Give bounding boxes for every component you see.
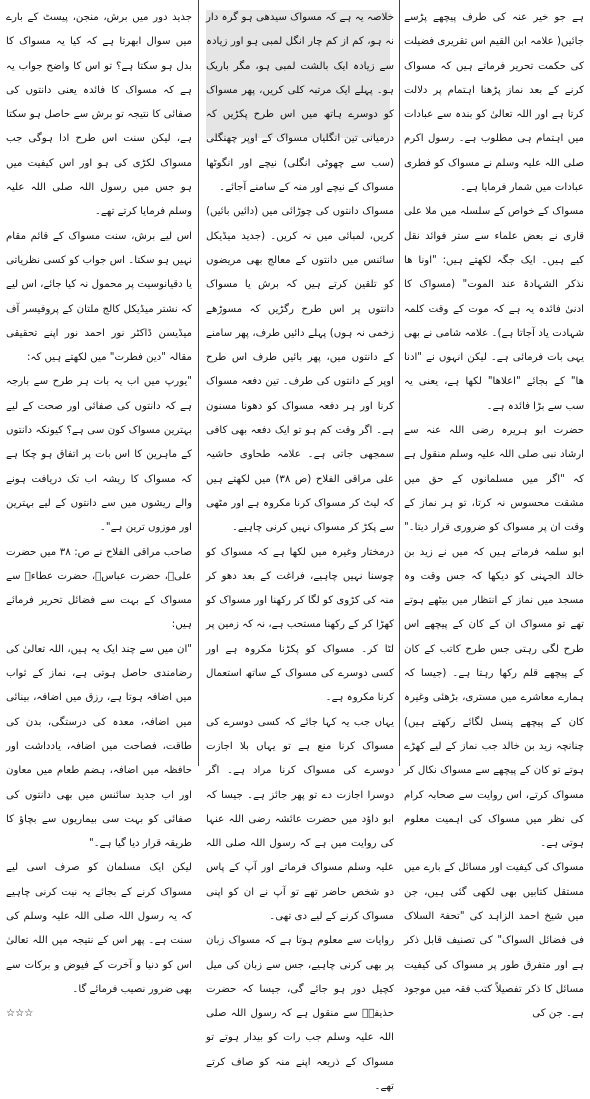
paragraph: خلاصہ یہ ہے کہ مسواک سیدھی ہو گرہ دار نہ ہو، کم از کم چار انگل لمبی ہو اور زیادہ سے زیادہ ایک بالشت لمبی ہو، مگر باریک ہو۔ پہلے ایک مرتبہ کلی کریں، پھر مسواک کو دوسرے ہاتھ میں اس طرح پکڑیں کہ درمیانی تین انگلیاں مسواک کے اوپر چھنگلی (سب سے چھوٹی انگلی) نیچے اور انگوٹھا مسواک کے نیچے اور منہ کے سامنے آجائے۔ bbox=[206, 12, 394, 194]
paragraph: ہے جو خیر عنہ کی طرف پیچھے پڑسے جائیں( علامہ ابن القیم اس تقریری فضیلت کی حکمت تحریر فرماتے ہیں کہ مسواک کرنے کے بعد نماز پڑھنا اہتمام پر دلالت کرتا ہے اور اللہ تعالیٰ کو بندہ سے عبادات میں اہتمام ہی مطلوب ہے۔ رسول اکرم صلی اللہ علیہ وسلم نے مسواک کو فطری عبادات میں شمار فرمایا ہے۔ bbox=[404, 12, 584, 194]
paragraph: لیکن ایک مسلمان کو صرف اسی لیے مسواک کرنے کے بجائے یہ نیت کرنی چاہیے کہ یہ رسول اللہ صلی اللہ علیہ وسلم کی سنت ہے۔ پھر اس کے نتیجہ میں اللہ تعالیٰ اس کو دنیا و آخرت کے فیوض و برکات سے بھی ضرور نصیب فرمائے گا۔ bbox=[6, 862, 192, 995]
column-divider bbox=[198, 0, 199, 766]
column-divider bbox=[399, 0, 400, 766]
right-column bbox=[404, 6, 584, 1020]
middle-column bbox=[206, 6, 394, 1093]
paragraph: حضرت ابو ہریرہ رضی اللہ عنہ سے ارشاد نبی صلی اللہ علیہ وسلم منقول ہے کہ "اگر میں مسلمانوں کے حق میں مشقت محسوس نہ کرتا، تو ہر نماز کے وقت ان پر مسواک کو ضروری قرار دیتا۔" ابو سلمہ فرماتے ہیں کہ میں نے زید بن خالد الجہنی کو دیکھا کہ جس وقت وہ مسجد میں نماز کے انتظار میں بیٹھے ہوتے تھے تو مسواک ان کے کان کے پیچھے اس طرح لگی رہتی جس طرح کاتب کے کان کے پیچھے قلم رکھا رہتا ہے۔ (جیسا کہ ہمارے معاشرے میں مستری، بڑھئی وغیرہ کان کے پیچھے پنسل لگائے رکھتے ہیں) چنانچہ زید بن خالد جب نماز کے لیے کھڑے ہوتے تو کان کے پیچھے سے مسواک نکال کر مسواک کرتے، اس روایت سے صحابہ کرام کی نظر میں مسواک کی اہمیت معلوم ہوتی ہے۔ bbox=[404, 425, 584, 850]
paragraph: روایات سے معلوم ہوتا ہے کہ مسواک زبان پر بھی کرنی چاہیے، جس سے زبان کی میل کچیل دور ہو جائے گی، جیسا کہ حضرت حذیفہؓ سے منقول ہے کہ رسول اللہ صلی اللہ علیہ وسلم جب رات کو بیدار ہوتے تو مسواک کے ذریعہ اپنے منہ کو صاف کرتے تھے۔ bbox=[206, 935, 394, 1093]
paragraph: یہاں جب یہ کہا جائے کہ کسی دوسرے کی مسواک کرنا منع ہے تو یہاں بلا اجازت دوسرے کی مسواک کرنا مراد ہے۔ اگر دوسرا اجازت دے تو پھر جائز ہے۔ جیسا کہ ابو داؤد میں حضرت عائشہ رضی اللہ عنہا کی روایت میں ہے کہ رسول اللہ صلی اللہ علیہ وسلم مسواک فرماتے اور آپ کے پاس دو شخص حاضر تھے تو آپ نے ان کو اپنی مسواک کرنے کے لیے دی تھی۔ bbox=[206, 716, 394, 922]
paragraph: "ان میں سے چند ایک یہ ہیں، اللہ تعالیٰ کی رضامندی حاصل ہوتی ہے، نماز کے ثواب میں اضافہ ہوتا ہے، رزق میں اضافہ، بینائی میں اضافہ، معدہ کی درستگی، بدن کی طاقت، فصاحت میں اضافہ، یادداشت اور حافظہ میں اضافہ، ہضم طعام میں معاون اور اب جدید سائنس میں بھی دانتوں کی صفائی کو بہت سی بیماریوں سے بچاؤ کا طریقہ قرار دیا گیا ہے۔" bbox=[6, 643, 192, 850]
paragraph: جدید دور میں برش، منجن، پیسٹ کے بارے میں سوال ابھرتا ہے کہ کیا یہ مسواک کا بدل ہو سکتا ہے؟ تو اس کا واضح جواب یہ ہے کہ مسواک کا فائدہ یعنی دانتوں کی صفائی کا نتیجہ تو برش سے حاصل ہو سکتا ہے، لیکن سنت اس طرح ادا ہوگی جب مسواک لکڑی کی ہو اور اس کیفیت میں ہو جس میں رسول اللہ صلی اللہ علیہ وسلم فرمایا کرتے تھے۔ bbox=[6, 12, 192, 218]
paragraph: درمختار وغیرہ میں لکھا ہے کہ مسواک کو چوسنا نہیں چاہیے، فراغت کے بعد دھو کر منہ کی کڑوی کو لگا کر رکھنا اور مسواک کو کھڑا کر کے رکھنا مستحب ہے، نہ کہ زمین پر لٹا کر۔ مسواک کو پکڑنا مکروہ ہے اور کسی دوسرے کی مسواک کے ساتھ استعمال کرنا مکروہ ہے۔ bbox=[206, 546, 394, 704]
paragraph: مسواک کے خواص کے سلسلہ میں ملا علی قاری نے بعض علماء سے ستر فوائد نقل کیے ہیں۔ ایک جگہ لکھتے ہیں: "اونا ھا نذکر الشہادۃ عند الموت" (مسواک کا ادنیٰ فائدہ یہ ہے کہ موت کے وقت کلمہ شہادت یاد آجاتا ہے)۔ علامہ شامی نے بھی یہی بات فرمائی ہے۔ لیکن انہوں نے "ادنا ھا" کے بجائے "اعلاھا" لکھا ہے، یعنی یہ سب سے بڑا فائدہ ہے۔ bbox=[404, 206, 584, 412]
end-mark: ☆☆☆ bbox=[6, 1008, 34, 1020]
paragraph: اس لیے برش، سنت مسواک کے قائم مقام نہیں ہو سکتا۔ اس جواب کو کسی نظریاتی یا دقیانوسیت پر محمول نہ کیا جائے، اس لیے کہ نشتر میڈیکل کالج ملتان کے پروفیسر آف میڈیسن ڈاکٹر نور احمد نور اپنے تحقیقی مقالہ "دین فطرت" میں لکھتے ہیں کہ: bbox=[6, 230, 192, 364]
paragraph: مسواک کی کیفیت اور مسائل کے بارے میں مستقل کتابیں بھی لکھی گئی ہیں، جن میں شیخ احمد الزاہد کی "تحفۃ السلاک فی فضائل السواک" کی تصنیف قابل ذکر ہے اور متفرق طور پر مسواک کی کیفیت مسائل کا ذکر تفصیلاً کتب فقہ میں موجود ہے۔ جن کی bbox=[404, 862, 584, 1020]
left-column bbox=[6, 6, 192, 1020]
paragraph: مسواک دانتوں کی چوڑائی میں (دائیں بائیں) کریں، لمبائی میں نہ کریں۔ (جدید میڈیکل سائنس میں دانتوں کے معالج بھی مریضوں کو تلقین کرتے ہیں کہ برش یا مسواک دانتوں پر اس طرح رگڑیں کہ مسوڑھے زخمی نہ ہوں) پہلے دائیں طرف، پھر سامنے کے دانتوں میں، پھر بائیں طرف اس طرح اوپر کے دانتوں کی طرف۔ تین دفعہ مسواک کرنا اور ہر دفعہ مسواک کو دھونا مسنون ہے۔ اگر وقت کم ہو تو ایک دفعہ بھی کافی سمجھی جاتی ہے۔ علامہ طحاوی حاشیہ علی مراقی الفلاح (ص ۳۸) میں لکھتے ہیں کہ لیٹ کر مسواک کرنا مکروہ ہے اور مٹھی سے پکڑ کر مسواک نہیں کرنی چاہیے۔ bbox=[206, 206, 394, 534]
paragraph: صاحب مراقی الفلاح نے ص: ۳۸ میں حضرت علیؓ، حضرت عباسؓ، حضرت عطاءؒ سے مسواک کے بہت سے فضائل تحریر فرمائے ہیں: bbox=[6, 546, 192, 631]
paragraph: "یورپ میں اب یہ بات ہر طرح سے بارجہ ہے کہ دانتوں کی صفائی اور صحت کے لیے بہترین مسواک کون سی ہے؟ کیونکہ دانتوں کے ماہرین کا اس بات پر اتفاق ہو چکا ہے کہ مسواک کا ریشہ اب تک دریافت ہونے والے ریشوں میں سے دانتوں کے لیے بہترین اور موزوں ترین ہے"۔ bbox=[6, 376, 192, 534]
